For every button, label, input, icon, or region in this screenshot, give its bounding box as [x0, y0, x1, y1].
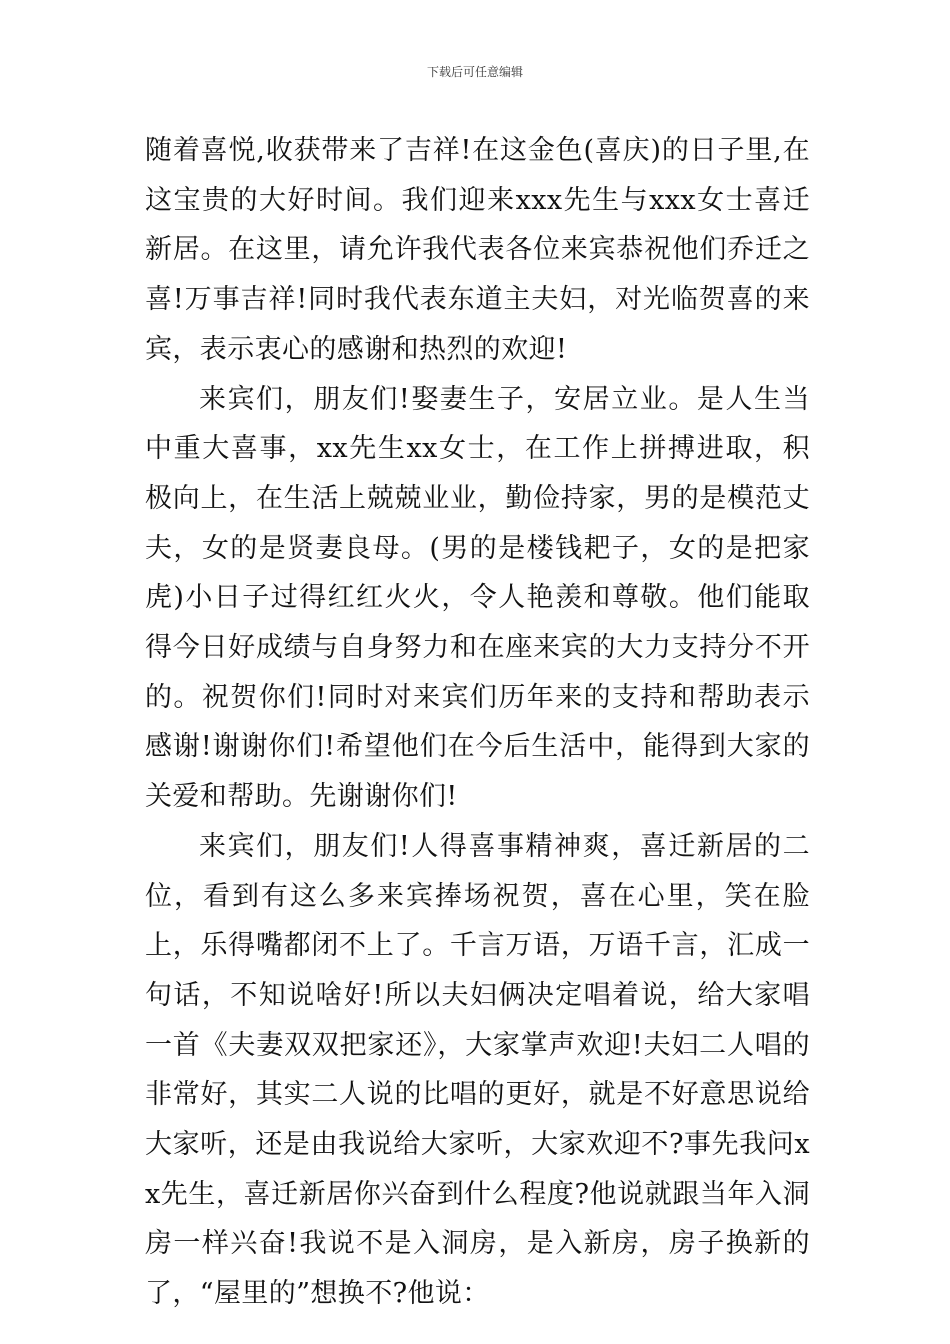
- page-header-note: 下载后可任意编辑: [426, 65, 523, 79]
- paragraph-2: 来宾们，朋友们!娶妻生子，安居立业。是人生当中重大喜事，xx先生xx女士，在工作上拼搏进取，积极向上，在生活上兢兢业业，勤俭持家，男的是模范丈夫，女的是贤妻良母。(男的是楼钱耙子，女的是把家虎)小日子过得红红火火，令人艳羡和尊敬。他们能取得今日好成绩与自身努力和在座来宾的大力支持分不开的。祝贺你们!同时对来宾们历年来的支持和帮助表示感谢!谢谢你们!希望他们在今后生活中，能得到大家的关爱和帮助。先谢谢你们!: [145, 383, 810, 813]
- paragraph-3: 来宾们，朋友们!人得喜事精神爽，喜迁新居的二位，看到有这么多来宾捧场祝贺，喜在心里，笑在脸上，乐得嘴都闭不上了。千言万语，万语千言，汇成一句话，不知说啥好!所以夫妇俩决定唱着说，给大家唱一首《夫妻双双把家还》，大家掌声欢迎!夫妇二人唱的非常好，其实二人说的比唱的更好，就是不好意思说给大家听，还是由我说给大家听，大家欢迎不?事先我问xx先生，喜迁新居你兴奋到什么程度?他说就跟当年入洞房一样兴奋!我说不是入洞房，是入新房，房子换新的了，“屋里的”想换不?他说：: [145, 830, 810, 1310]
- paragraph-1: 随着喜悦,收获带来了吉祥!在这金色(喜庆)的日子里,在这宝贵的大好时间。我们迎来xxx先生与xxx女士喜迁新居。在这里，请允许我代表各位来宾恭祝他们乔迁之喜!万事吉祥!同时我代表东道主夫妇，对光临贺喜的来宾，表示衷心的感谢和热烈的欢迎!: [145, 135, 810, 365]
- document-body: [145, 126, 810, 1319]
